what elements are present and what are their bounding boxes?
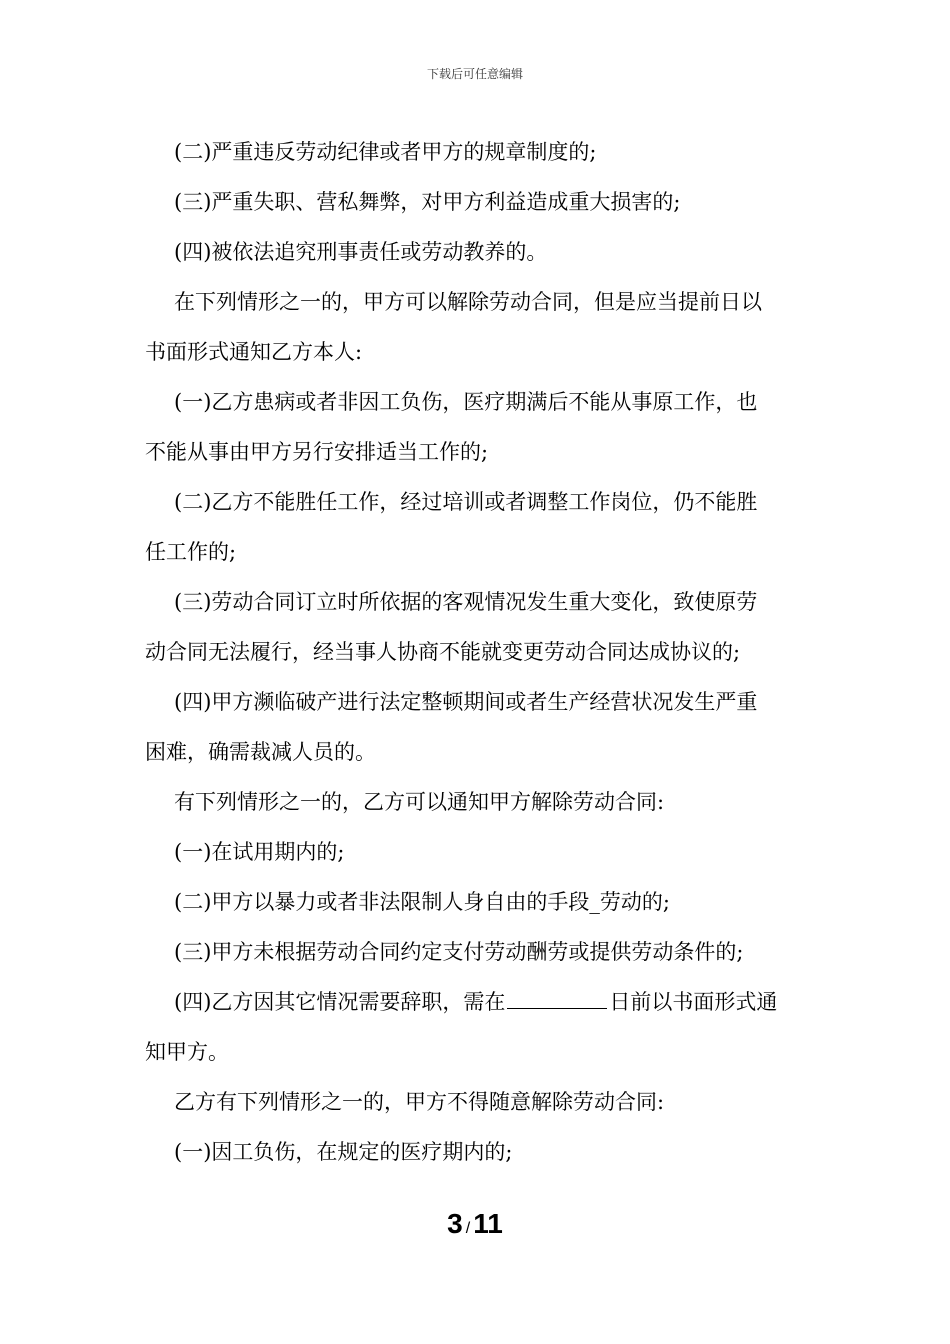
clause-line-with-blank [145,983,805,1033]
clause-line: (三)严重失职、营私舞弊，对甲方利益造成重大损害的; [174,190,681,214]
clause-line: (一)乙方患病或者非因工负伤，医疗期满后不能从事原工作，也 [174,390,758,414]
clause-line: (四)甲方濒临破产进行法定整顿期间或者生产经营状况发生严重 [174,690,758,714]
fill-in-blank [507,988,607,1009]
clause-line: (二)乙方不能胜任工作，经过培训或者调整工作岗位，仍不能胜 [174,490,758,514]
clause-line: (一)在试用期内的; [174,840,345,864]
clause-line: 动合同无法履行，经当事人协商不能就变更劳动合同达成协议的; [145,640,741,664]
clause-line: (一)因工负伤，在规定的医疗期内的; [174,1140,513,1164]
clause-line: 不能从事由甲方另行安排适当工作的; [145,440,489,464]
clause-line: 困难，确需裁减人员的。 [145,740,376,764]
page-current: 3 [447,1208,463,1239]
paragraph-line: 在下列情形之一的，甲方可以解除劳动合同，但是应当提前日以 [174,290,762,314]
document-body [145,133,805,1183]
paragraph-line: 书面形式通知乙方本人: [145,340,363,364]
page-header: 下载后可任意编辑 [426,67,523,81]
paragraph-line: 乙方有下列情形之一的，甲方不得随意解除劳动合同: [174,1090,665,1114]
clause-line: (四)被依法追究刑事责任或劳动教养的。 [174,240,548,264]
clause-line: 知甲方。 [145,1040,229,1064]
page-separator: / [465,1220,471,1237]
clause-text-after-blank: 日前以书面形式通 [609,990,778,1014]
page-number [0,1208,950,1240]
clause-line: (三)甲方未根据劳动合同约定支付劳动酬劳或提供劳动条件的; [174,940,744,964]
page-total: 11 [473,1208,503,1239]
clause-line: (二)甲方以暴力或者非法限制人身自由的手段_劳动的; [174,890,670,914]
clause-line: 任工作的; [145,540,237,564]
clause-line: (二)严重违反劳动纪律或者甲方的规章制度的; [174,140,597,164]
clause-text-before-blank: (四)乙方因其它情况需要辞职，需在 [174,990,506,1014]
clause-line: (三)劳动合同订立时所依据的客观情况发生重大变化，致使原劳 [174,590,758,614]
paragraph-line: 有下列情形之一的，乙方可以通知甲方解除劳动合同: [174,790,665,814]
